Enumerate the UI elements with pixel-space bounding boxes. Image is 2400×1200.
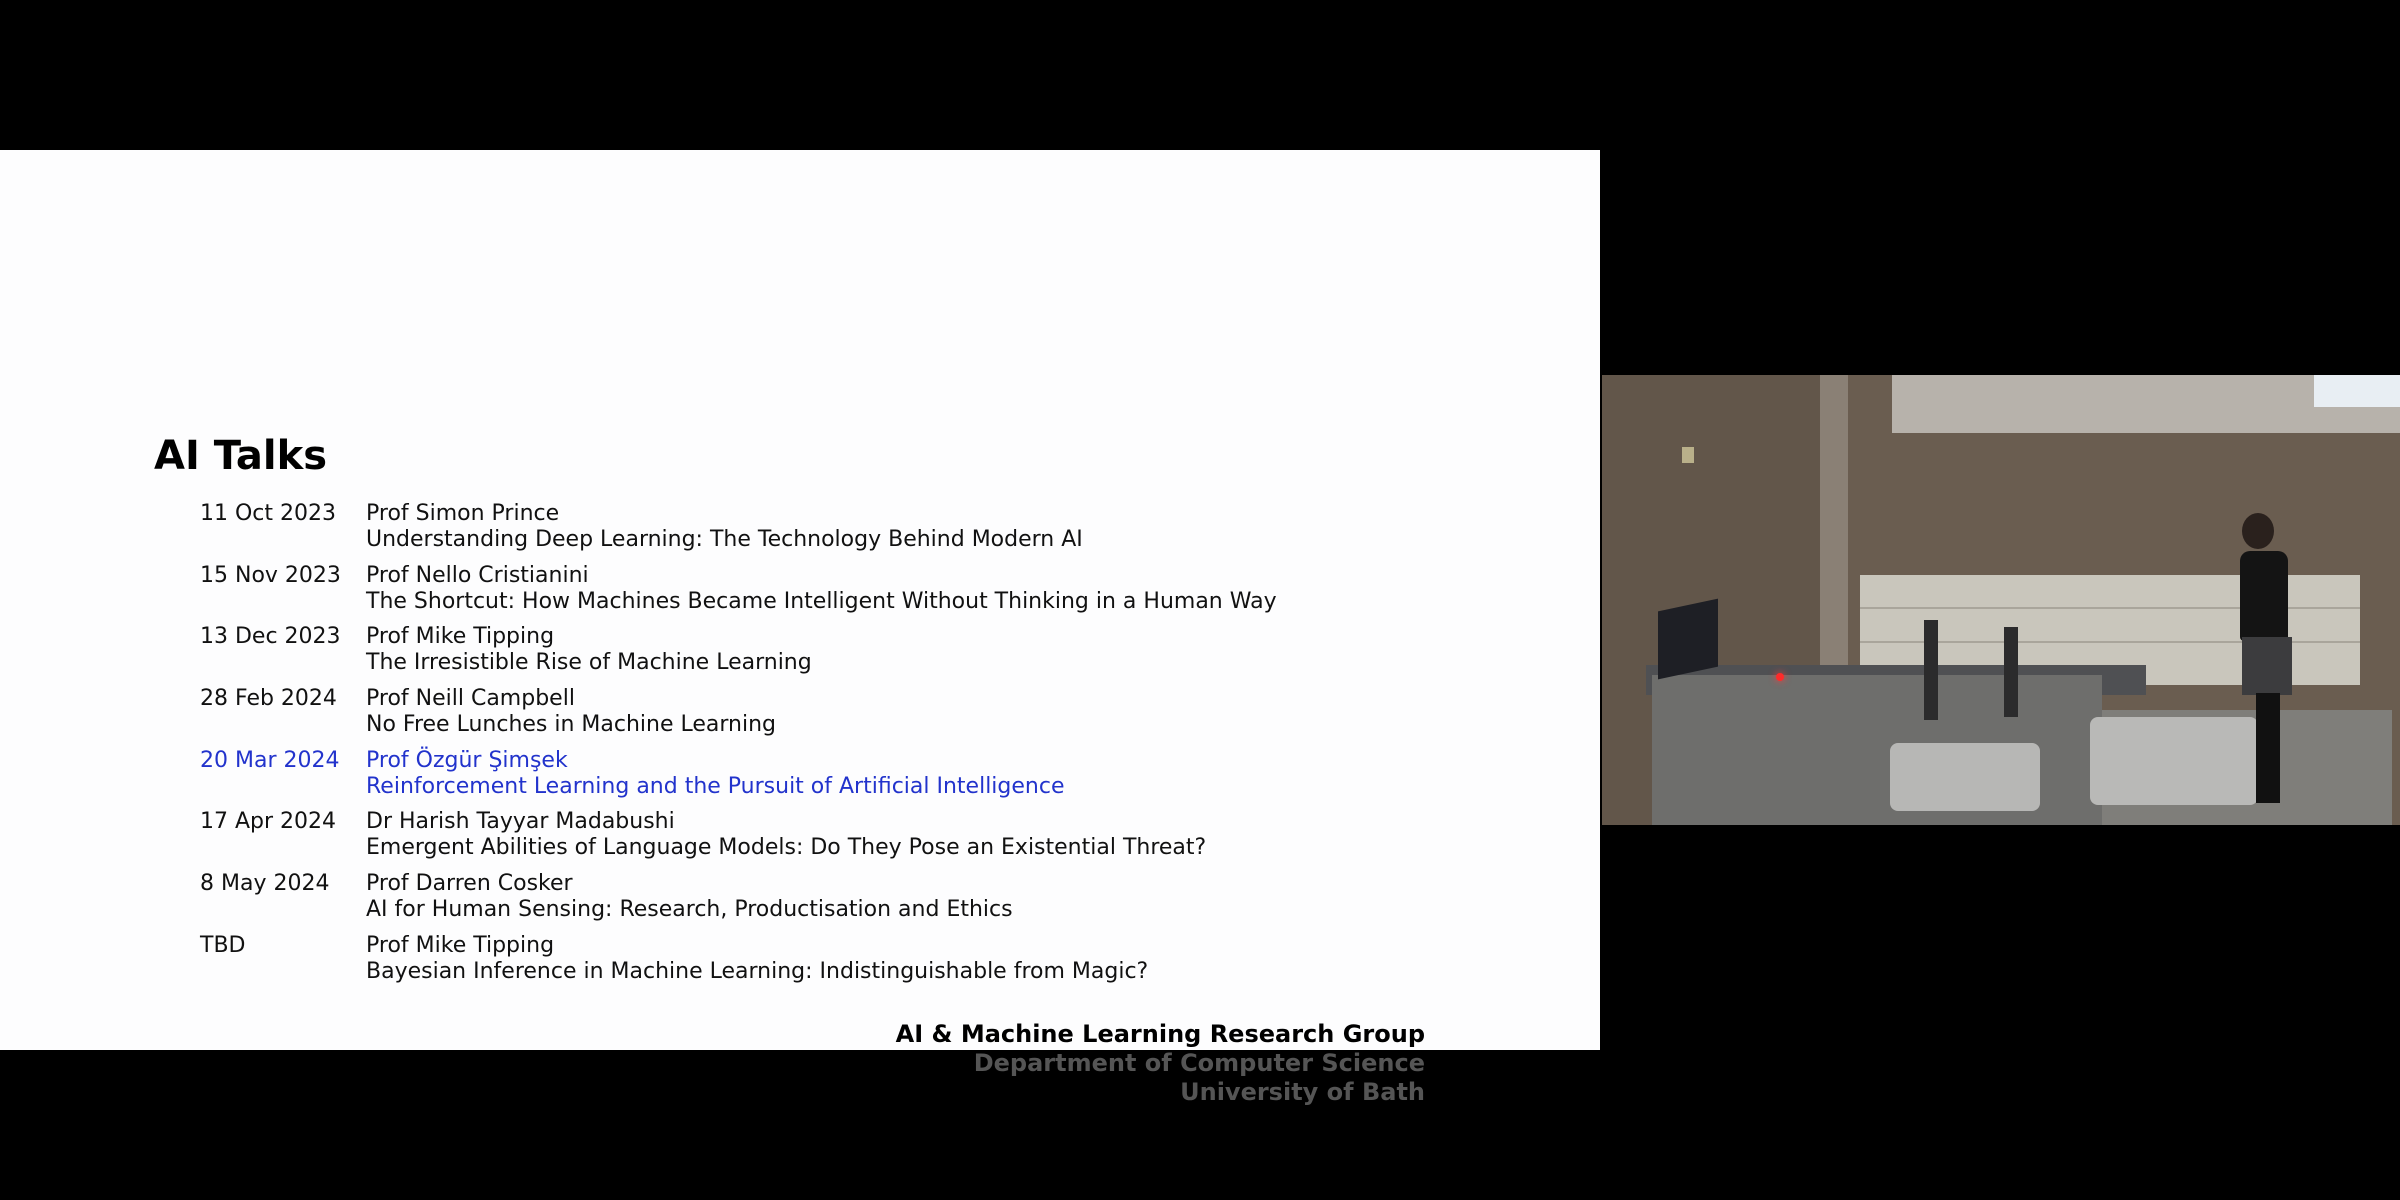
talk-speaker: Dr Harish Tayyar Madabushi [366,809,675,835]
talk-item [200,929,1460,991]
speaker-legs [2256,693,2280,803]
microphone [1924,620,1938,720]
talk-title: No Free Lunches in Machine Learning [366,712,777,738]
talk-speaker: Prof Mike Tipping [366,624,555,650]
projector-light [2314,375,2400,407]
talk-title: The Irresistible Rise of Machine Learning [366,650,812,676]
wall-sign [1682,447,1694,463]
talk-date: 8 May 2024 [200,871,330,897]
talk-speaker: Prof Darren Cosker [366,871,573,897]
talk-date: 15 Nov 2023 [200,562,341,588]
talk-item [200,559,1460,621]
talk-item [200,620,1460,682]
talk-title: Bayesian Inference in Machine Learning: Indistinguishable from Magic? [366,958,1149,984]
chair [1890,743,2040,811]
talk-date: 17 Apr 2024 [200,809,337,835]
talk-date: 20 Mar 2024 [200,747,340,773]
talk-list [200,497,1460,991]
speaker-camera-feed [1602,375,2400,825]
talk-date: TBD [200,932,246,958]
talk-title: Reinforcement Learning and the Pursuit of Artificial Intelligence [366,773,1065,799]
talk-title: Emergent Abilities of Language Models: Do They Pose an Existential Threat? [366,835,1207,861]
talk-speaker: Prof Mike Tipping [366,932,555,958]
talk-item-current [200,744,1460,806]
chair [2090,717,2258,805]
university-name: University of Bath [1180,1078,1425,1106]
talk-speaker: Prof Özgür Şimşek [366,747,568,773]
department-name: Department of Computer Science [973,1049,1425,1077]
speaker-skirt [2242,637,2292,695]
talk-speaker: Prof Neill Campbell [366,686,575,712]
talk-speaker: Prof Nello Cristianini [366,562,589,588]
microphone [2004,627,2018,717]
speaker-body [2240,551,2288,641]
talk-item [200,867,1460,929]
talk-title: The Shortcut: How Machines Became Intelligent Without Thinking in a Human Way [366,588,1277,614]
affiliation-block [896,1020,1425,1107]
presentation-slide [0,150,1600,1106]
talk-title: AI for Human Sensing: Research, Productisation and Ethics [366,897,1013,923]
talk-speaker: Prof Simon Prince [366,501,560,526]
research-group-name: AI & Machine Learning Research Group [895,1020,1425,1048]
recording-light [1776,673,1784,681]
laptop [1658,599,1718,680]
talk-date: 13 Dec 2023 [200,624,341,650]
talk-item [200,805,1460,867]
talk-item [200,682,1460,744]
talk-title: Understanding Deep Learning: The Technology Behind Modern AI [366,527,1083,552]
slide-title: AI Talks [154,433,328,479]
talk-date: 28 Feb 2024 [200,686,337,712]
talk-item [200,497,1460,559]
talk-date: 11 Oct 2023 [200,501,337,526]
speaker-head [2242,513,2274,549]
wall-pillar [1820,375,1848,685]
